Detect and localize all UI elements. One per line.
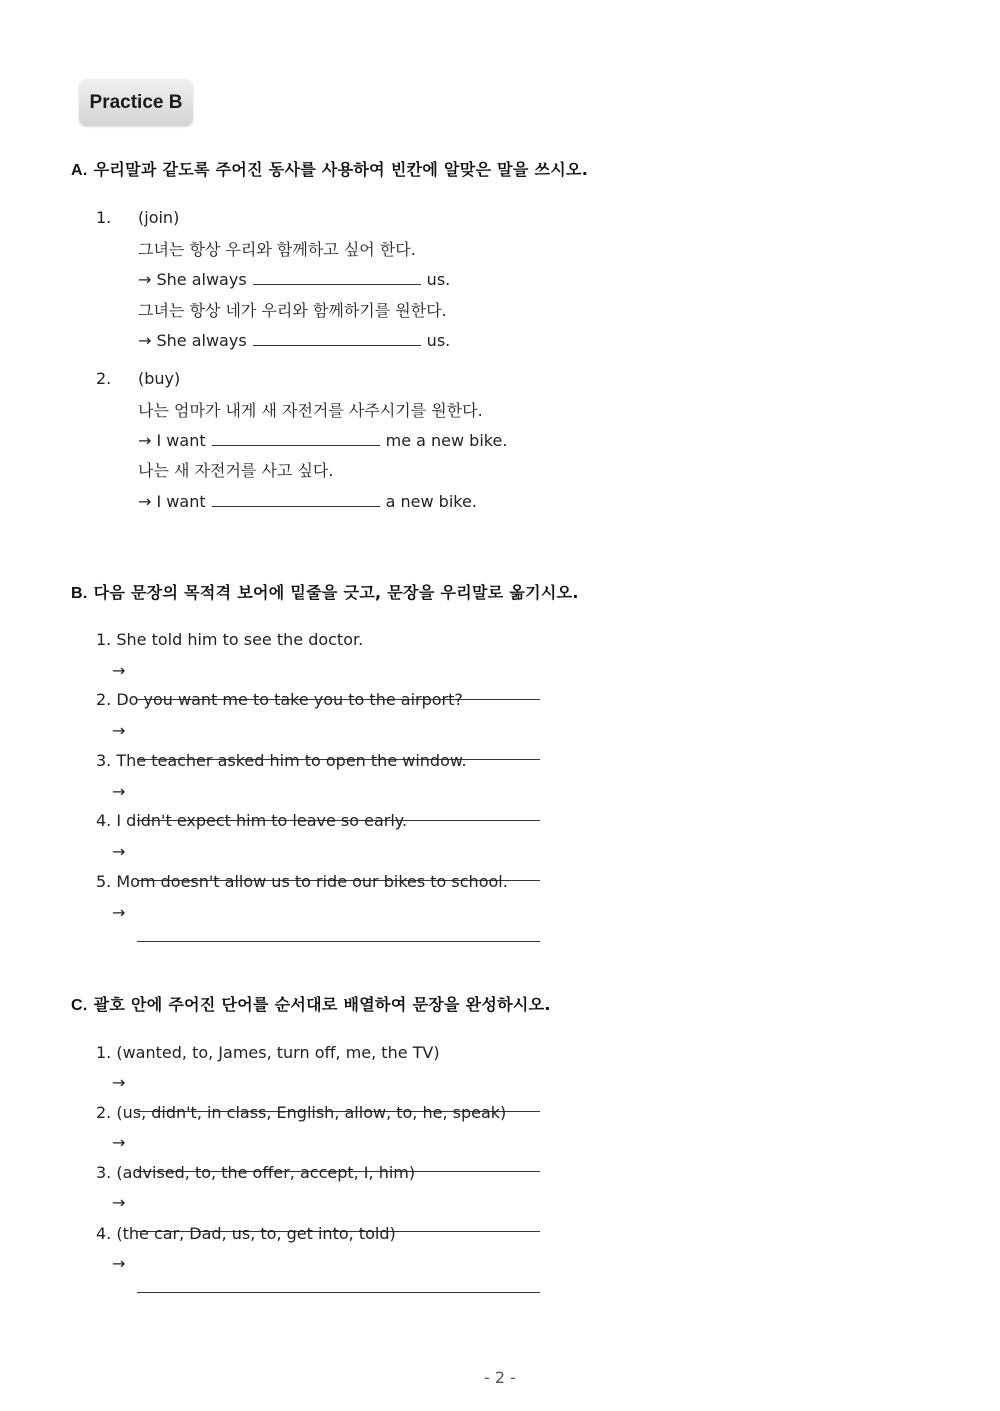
a1-english-2-start: → She always	[138, 331, 247, 350]
a2-english-1	[138, 429, 507, 450]
a2-verb: (buy)	[138, 369, 181, 388]
arrow-icon: →	[112, 661, 126, 680]
c2-words: 2. (us, didn't, in class, English, allow, to, he, speak)	[96, 1103, 507, 1122]
practice-badge: Practice B	[79, 79, 193, 126]
b2-sentence: 2. Do you want me to take you to the airport?	[96, 690, 463, 709]
b5-sentence: 5. Mom doesn't allow us to ride our bikes to school.	[96, 872, 508, 891]
a2-english-2-start: → I want	[138, 492, 206, 511]
section-b-heading	[71, 580, 579, 603]
arrow-icon: →	[112, 782, 126, 801]
c4-answer-line[interactable]	[137, 1272, 540, 1293]
section-b-letter: B.	[71, 585, 88, 602]
arrow-icon: →	[112, 721, 126, 740]
arrow-icon: →	[112, 903, 126, 922]
section-b-title: 다음 문장의 목적격 보어에 밑줄을 긋고, 문장을 우리말로 옮기시오.	[93, 583, 579, 602]
page-number: - 2 -	[484, 1368, 516, 1387]
c1-words: 1. (wanted, to, James, turn off, me, the TV)	[96, 1043, 440, 1062]
a1-korean-2: 그녀는 항상 네가 우리와 함께하기를 원한다.	[138, 301, 447, 320]
a1-english-1-end: us.	[426, 270, 451, 289]
b4-sentence: 4. I didn't expect him to leave so early.	[96, 811, 408, 830]
a2-english-1-end: me a new bike.	[385, 431, 508, 450]
a1-english-1-start: → She always	[138, 270, 247, 289]
a2-korean-2: 나는 새 자전거를 사고 싶다.	[138, 461, 334, 480]
a1-blank-2[interactable]	[253, 329, 421, 346]
b1-sentence: 1. She told him to see the doctor.	[96, 630, 364, 649]
a2-english-1-start: → I want	[138, 431, 206, 450]
a2-korean-1: 나는 엄마가 내게 새 자전거를 사주시기를 원한다.	[138, 401, 483, 420]
arrow-icon: →	[112, 842, 126, 861]
a2-number: 2.	[96, 369, 112, 388]
b3-sentence: 3. The teacher asked him to open the window.	[96, 751, 467, 770]
a1-blank-1[interactable]	[253, 268, 421, 285]
section-c-heading	[71, 992, 551, 1015]
arrow-icon: →	[112, 1073, 126, 1092]
section-c-letter: C.	[71, 997, 88, 1014]
section-a-letter: A.	[71, 162, 88, 179]
arrow-icon: →	[112, 1133, 126, 1152]
a1-number: 1.	[96, 208, 112, 227]
section-a-heading	[71, 157, 588, 180]
a1-english-2	[138, 329, 450, 350]
arrow-icon: →	[112, 1254, 126, 1273]
section-c-title: 괄호 안에 주어진 단어를 순서대로 배열하여 문장을 완성하시오.	[93, 995, 551, 1014]
c4-words: 4. (the car, Dad, us, to, get into, told)	[96, 1224, 396, 1243]
a1-korean-1: 그녀는 항상 우리와 함께하고 싶어 한다.	[138, 240, 416, 259]
a1-english-1	[138, 268, 450, 289]
a2-blank-1[interactable]	[212, 429, 380, 446]
a2-english-2	[138, 490, 477, 511]
section-a-title: 우리말과 같도록 주어진 동사를 사용하여 빈칸에 알맞은 말을 쓰시오.	[93, 160, 589, 179]
b5-answer-line[interactable]	[137, 921, 540, 942]
arrow-icon: →	[112, 1193, 126, 1212]
a1-english-2-end: us.	[426, 331, 451, 350]
a1-verb: (join)	[138, 208, 180, 227]
a2-blank-2[interactable]	[212, 490, 380, 507]
a2-english-2-end: a new bike.	[385, 492, 477, 511]
c3-words: 3. (advised, to, the offer, accept, I, him)	[96, 1163, 416, 1182]
